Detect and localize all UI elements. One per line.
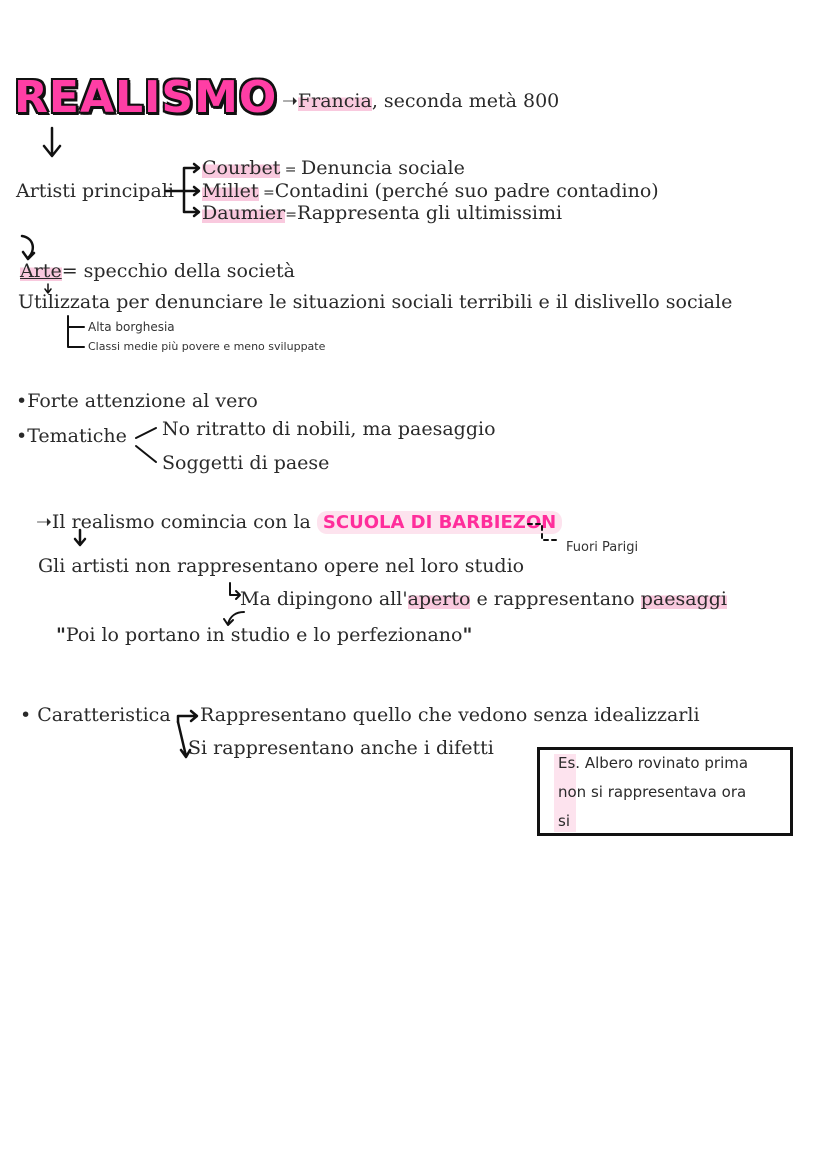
quote-close-icon: " bbox=[462, 624, 473, 646]
classe-alta: Alta borghesia bbox=[88, 320, 175, 334]
tematica-item: No ritratto di nobili, ma paesaggio bbox=[162, 418, 496, 440]
dipingono-b: aperto bbox=[407, 588, 471, 610]
forte-line: •Forte attenzione al vero bbox=[16, 390, 258, 412]
scuola-badge: SCUOLA DI BARBIEZON bbox=[317, 511, 562, 534]
artist-sep: = bbox=[280, 162, 301, 178]
realismo-prefix: Il realismo comincia con la bbox=[51, 511, 317, 533]
example-line: non si rappresentava ora bbox=[558, 783, 747, 801]
arte-word: Arte bbox=[20, 260, 62, 282]
artist-name: Daumier bbox=[202, 202, 286, 224]
artist-desc: Denuncia sociale bbox=[300, 157, 465, 179]
tematica-item: Soggetti di paese bbox=[162, 452, 330, 474]
classe-medie: Classi medie più povere e meno sviluppate bbox=[88, 340, 326, 353]
arrow-right-icon: ➝ bbox=[36, 511, 52, 533]
artist-desc: Rappresenta gli ultimissimi bbox=[296, 202, 563, 224]
artisti-label: Artisti principali bbox=[16, 180, 174, 202]
dipingono-d: paesaggi bbox=[640, 588, 727, 610]
arrow-icon bbox=[230, 583, 240, 599]
branch-icon bbox=[166, 168, 198, 212]
dipingono-a: Ma dipingono all' bbox=[240, 588, 408, 610]
title-info-rest: , seconda metà 800 bbox=[371, 90, 560, 112]
quote-text: Poi lo portano in studio e lo perfezionano bbox=[65, 624, 463, 646]
artist-name: Millet bbox=[202, 180, 259, 202]
artisti-studio: Gli artisti non rappresentano opere nel loro studio bbox=[38, 555, 525, 577]
arrow-down-icon bbox=[75, 530, 85, 545]
branch-icon bbox=[136, 428, 156, 462]
curved-arrow-icon bbox=[22, 236, 34, 259]
arrow-right-icon: ➝ bbox=[282, 90, 298, 112]
dashed-connector bbox=[528, 524, 560, 540]
tematiche-label: •Tematiche bbox=[16, 425, 127, 447]
title-place: Francia bbox=[297, 90, 372, 112]
dipingono-c: e rappresentano bbox=[470, 588, 641, 610]
page-title: REALISMO bbox=[14, 72, 278, 123]
artist-sep: = bbox=[285, 207, 297, 223]
caratteristica-label: Caratteristica bbox=[37, 704, 171, 726]
example-line: Es. Albero rovinato prima bbox=[558, 754, 749, 772]
artist-desc: Contadini (perché suo padre contadino) bbox=[274, 180, 659, 202]
arte-rest: = specchio della società bbox=[61, 260, 295, 282]
quote-open-icon: " bbox=[56, 624, 66, 646]
utilizzata-line: Utilizzata per denunciare le situazioni sociali terribili e il dislivello sociale bbox=[18, 291, 733, 313]
bracket-icon bbox=[68, 316, 84, 347]
bullet-icon: • bbox=[20, 704, 32, 726]
artist-name: Courbet bbox=[202, 157, 281, 179]
caratteristica-item: Si rappresentano anche i difetti bbox=[188, 737, 494, 759]
caratteristica-item: Rappresentano quello che vedono senza idealizzarli bbox=[200, 704, 700, 726]
arrow-down-icon bbox=[44, 128, 60, 156]
fuori-parigi-note: Fuori Parigi bbox=[566, 540, 639, 555]
branch-icon bbox=[178, 711, 197, 722]
artist-sep: = bbox=[258, 185, 275, 201]
example-line: si bbox=[558, 812, 570, 830]
